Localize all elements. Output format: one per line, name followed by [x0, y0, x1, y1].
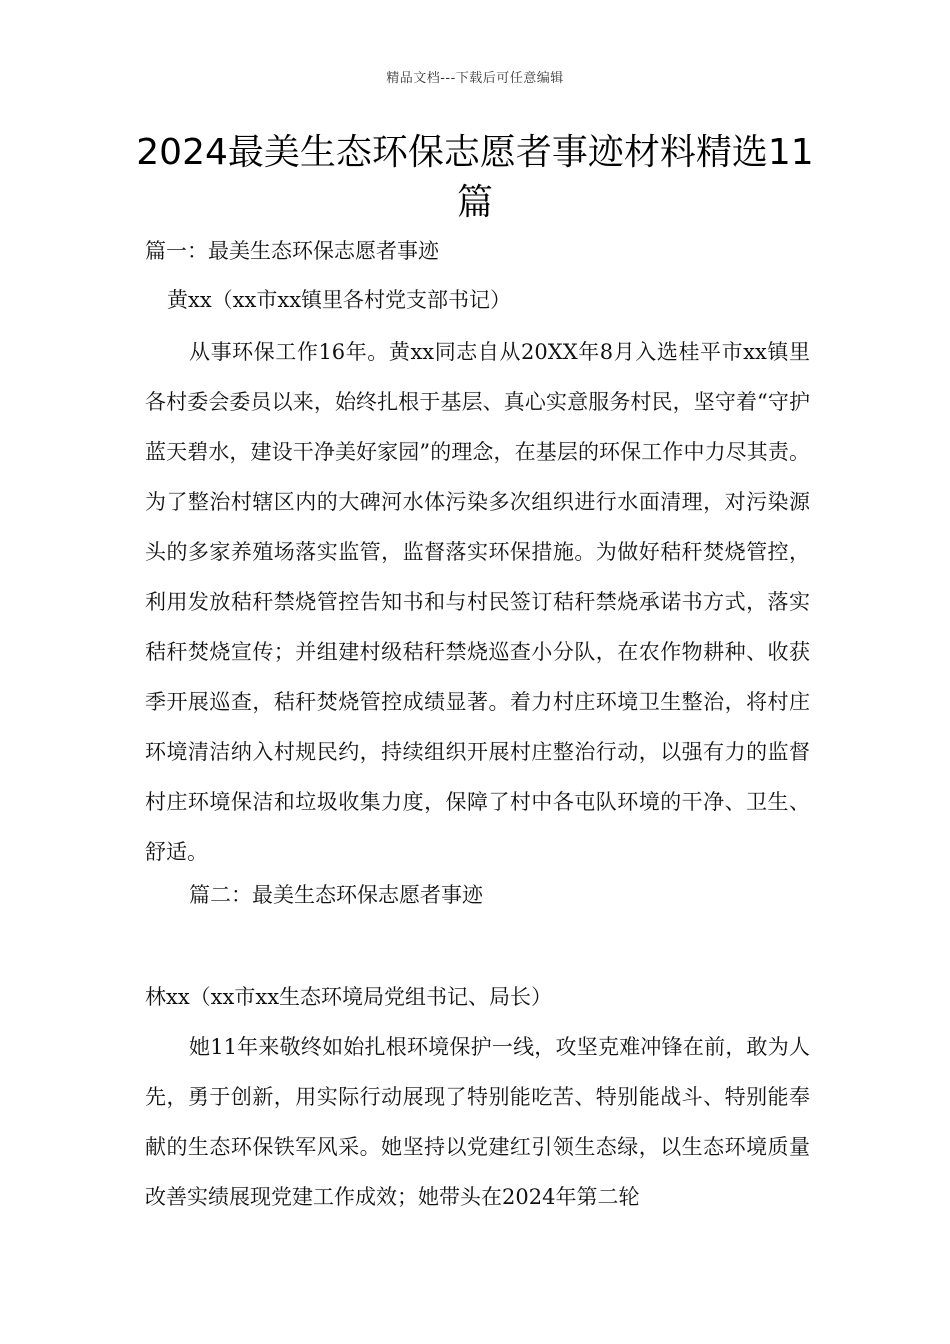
person-line: 林xx（xx市xx生态环境局党组书记、局长）	[145, 985, 553, 1009]
header-note: 精品文档---下载后可任意编辑	[386, 71, 564, 86]
section-heading: 篇二：最美生态环保志愿者事迹	[189, 883, 483, 907]
document-title: 2024最美生态环保志愿者事迹材料精选11篇	[136, 132, 814, 223]
body-paragraph: 她11年来敬终如始扎根环境保护一线，攻坚克难冲锋在前，敢为人先，勇于创新，用实际行动展现了特别能吃苦、特别能战斗、特别能奉献的生态环保铁军风采。她坚持以党建红引领生态绿，以生态环境质量改善实绩展现党建工作成效；她带头在2024年第二轮	[145, 1035, 810, 1209]
person-line: 黄xx（xx市xx镇里各村党支部书记）	[167, 288, 512, 312]
section-heading: 篇一：最美生态环保志愿者事迹	[145, 239, 439, 263]
body-paragraph: 从事环保工作16年。黄xx同志自从20XX年8月入选桂平市xx镇里各村委会委员以来，始终扎根于基层、真心实意服务村民，坚守着“守护蓝天碧水，建设干净美好家园”的理念，在基层的环保工作中力尽其责。为了整治村辖区内的大碑河水体污染多次组织进行水面清理，对污染源头的多家养殖场落实监管，监督落实环保措施。为做好秸秆焚烧管控，利用发放秸秆禁烧管控告知书和与村民签订秸秆禁烧承诺书方式，落实秸秆焚烧宣传；并组建村级秸秆禁烧巡查小分队，在农作物耕种、收获季开展巡查，秸秆焚烧管控成绩显著。着力村庄环境卫生整治，将村庄环境清洁纳入村规民约，持续组织开展村庄整治行动，以强有力的监督村庄环境保洁和垃圾收集力度，保障了村中各屯队环境的干净、卫生、舒适。	[145, 340, 810, 864]
